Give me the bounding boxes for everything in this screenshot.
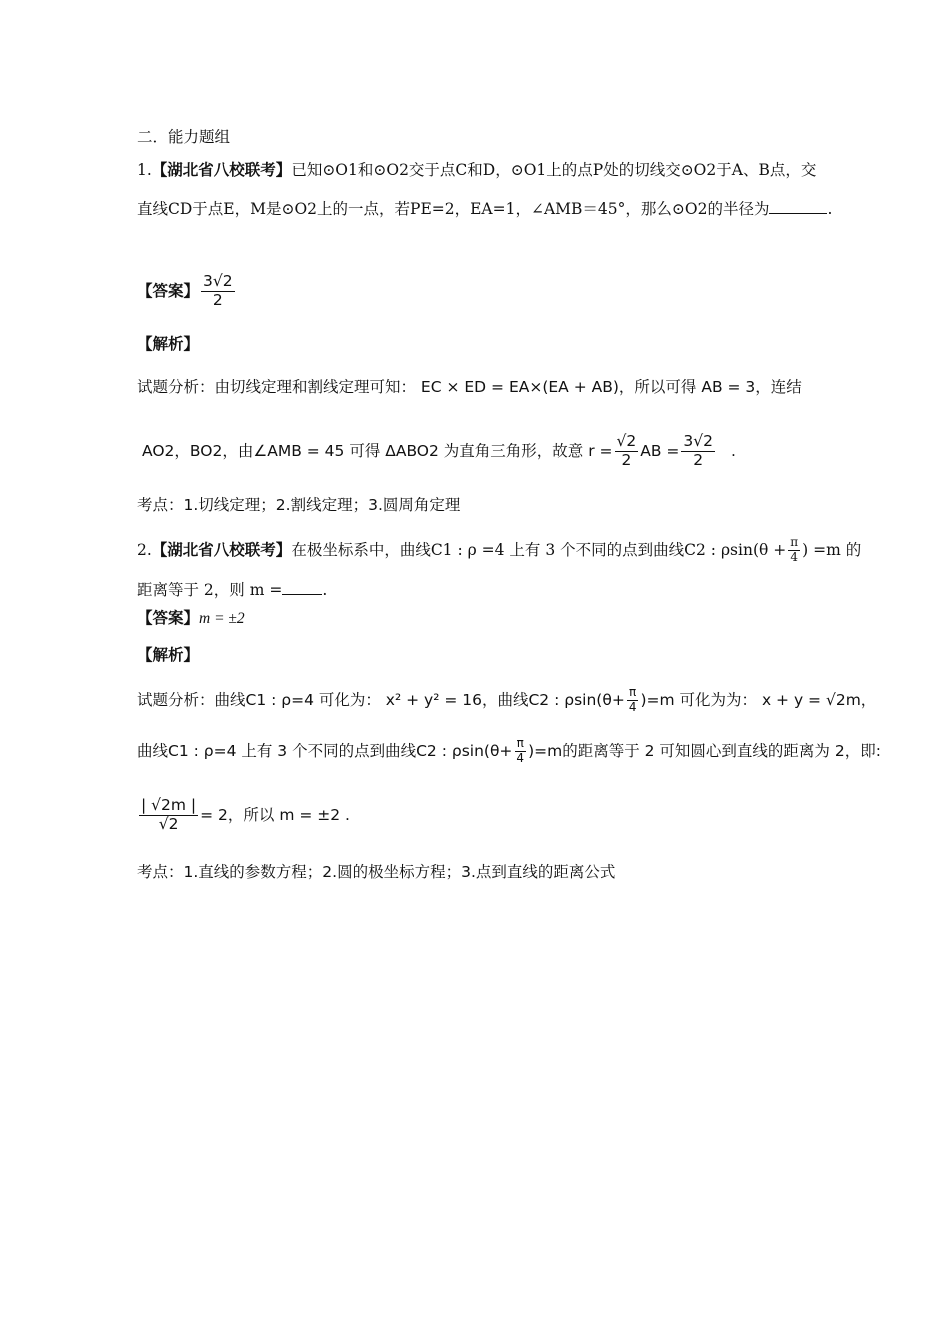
q1-answer-label: 【答案】 [137, 282, 200, 300]
q2-analysis-label: 【解析】 [137, 646, 200, 664]
q2-line1-frac-num: π [790, 535, 799, 550]
q1-analysis-line2-end: . [731, 442, 736, 460]
q2-analysis-line1-fraction [627, 686, 639, 713]
q1-analysis-frac1-num: √2 [616, 432, 637, 451]
section-title: 二．能力题组 [137, 128, 231, 146]
q1-text-line2: 直线CD于点E，M是⊙O2上的一点，若PE=2，EA=1，∠AMB＝45°，那么⊙O2的半径为 [137, 200, 770, 218]
q1-answer-num: 3√2 [203, 272, 233, 291]
q2-answer-label: 【答案】 [137, 609, 200, 627]
q2-analysis-line1a: 试题分析：曲线C1 : ρ=4 可化为： x² + y² = 16，曲线C2 : ρsin(θ+ [137, 691, 625, 709]
q1-line2 [137, 198, 832, 219]
q2-analysis-line2-fraction [514, 737, 526, 764]
q2-line1 [137, 530, 861, 570]
q1-analysis-frac1 [615, 433, 639, 468]
q2-text-line1a: 在极坐标系中，曲线C1 : ρ =4 上有 3 个不同的点到曲线C2 : ρsin(θ + [291, 541, 787, 559]
q2-analysis-line2b: )=m的距离等于 2 可知圆心到直线的距离为 2，即: [528, 742, 881, 760]
q2-analysis-line3b: = 2，所以 m = ±2 . [200, 806, 350, 824]
q1-answer-den: 2 [212, 290, 223, 309]
q1-analysis-line2b: AB = [640, 442, 680, 460]
q1-analysis-frac2 [681, 433, 715, 468]
q2-line1-frac-den: 4 [790, 549, 799, 564]
q1-kaodian: 考点：1.切线定理；2.割线定理；3.圆周角定理 [137, 496, 461, 514]
q2-source: 【湖北省八校联考】 [151, 540, 292, 559]
q2-line2-end: . [322, 581, 328, 599]
q2-analysis-line3-num: | √2m | [141, 796, 197, 815]
q1-analysis-line1: 试题分析：由切线定理和割线定理可知： EC × ED = EA×(EA + AB)，所以可得 AB = 3，连结 [137, 378, 802, 396]
q1-analysis-frac1-den: 2 [621, 450, 632, 469]
q2-answer [137, 608, 245, 629]
q1-answer [137, 268, 237, 314]
q2-line1-fraction [788, 536, 800, 563]
q2-analysis-line2a: 曲线C1 : ρ=4 上有 3 个不同的点到曲线C2 : ρsin(θ+ [137, 742, 513, 760]
q2-analysis-line3-fraction [139, 797, 198, 832]
q2-text-line2: 距离等于 2，则 m = [137, 581, 283, 599]
q1-answer-fraction [201, 273, 235, 308]
q2-analysis-line1-frac-num: π [629, 685, 637, 700]
q2-analysis-line1 [137, 680, 876, 720]
q2-analysis-line3 [137, 790, 350, 840]
q2-analysis-line3-den: √2 [158, 814, 179, 833]
q1-number: 1. [137, 161, 152, 179]
q1-text-line1: 已知⊙O1和⊙O2交于点C和D，⊙O1上的点P处的切线交⊙O2于A、B点，交 [291, 161, 817, 179]
q2-number: 2. [137, 541, 152, 559]
q1-answer-blank [769, 198, 827, 214]
q2-analysis-line1-frac-den: 4 [628, 699, 637, 714]
q2-line2 [137, 579, 327, 600]
q1-analysis-line2 [142, 428, 736, 474]
q2-answer-value: m = ±2 [199, 610, 245, 627]
q1-line1 [137, 160, 816, 180]
q1-analysis-label: 【解析】 [137, 335, 200, 353]
q2-analysis-line2 [137, 731, 881, 771]
q2-answer-blank [282, 579, 322, 595]
q2-analysis-line2-frac-den: 4 [516, 750, 525, 765]
q2-kaodian: 考点：1.直线的参数方程；2.圆的极坐标方程；3.点到直线的距离公式 [137, 863, 616, 881]
q1-line2-end: . [827, 200, 833, 218]
q2-analysis-line2-frac-num: π [516, 736, 524, 751]
q1-analysis-frac2-num: 3√2 [683, 432, 714, 451]
q1-analysis-line2a: AO2，BO2，由∠AMB = 45 可得 ΔABO2 为直角三角形，故意 r = [142, 442, 613, 460]
q1-source: 【湖北省八校联考】 [151, 160, 292, 179]
q1-analysis-frac2-den: 2 [693, 450, 704, 469]
q2-text-line1b: ) =m 的 [802, 541, 862, 559]
q2-analysis-line1b: )=m 可化为为： x + y = √2m， [640, 691, 877, 709]
